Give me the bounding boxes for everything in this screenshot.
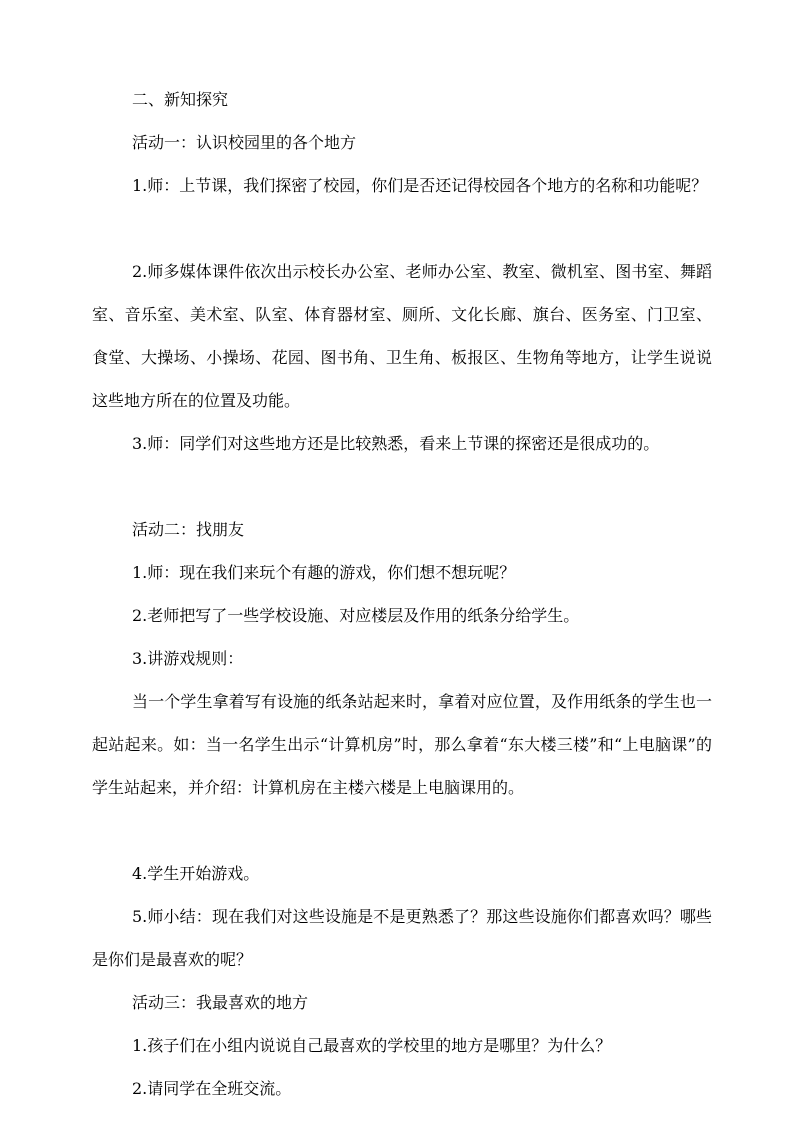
activity-2-paragraph-6: 5.师小结：现在我们对这些设施是不是更熟悉了？那这些设施你们都喜欢吗？哪些是你们是最喜欢的呢？: [92, 907, 712, 969]
activity-2-title: 活动二：找朋友: [132, 520, 245, 539]
activity-3-paragraph-2: 2.请同学在全班交流。: [132, 1079, 292, 1098]
section-title: 二、新知探究: [132, 90, 229, 109]
activity-2-paragraph-4: 当一个学生拿着写有设施的纸条站起来时，拿着对应位置，及作用纸条的学生也一起站起来。如：当一名学生出示“计算机房”时，那么拿着“东大楼三楼”和“上电脑课”的学生站起来，并介绍：计算机房在主楼六楼是上电脑课用的。: [92, 692, 712, 797]
activity-3-paragraph-1: 1.孩子们在小组内说说自己最喜欢的学校里的地方是哪里？为什么？: [132, 1036, 612, 1055]
activity-2-paragraph-3: 3.讲游戏规则：: [132, 649, 244, 668]
activity-1-paragraph-2: 2.师多媒体课件依次出示校长办公室、老师办公室、教室、微机室、图书室、舞蹈室、音乐室、美术室、队室、体育器材室、厕所、文化长廊、旗台、医务室、门卫室、食堂、大操场、小操场、花园、图书角、卫生角、板报区、生物角等地方，让学生说说这些地方所在的位置及功能。: [92, 262, 712, 410]
activity-2-paragraph-1: 1.师：现在我们来玩个有趣的游戏，你们想不想玩呢？: [132, 563, 516, 582]
activity-1-title: 活动一：认识校园里的各个地方: [132, 133, 357, 152]
activity-3-title: 活动三：我最喜欢的地方: [132, 993, 309, 1012]
activity-2-paragraph-2: 2.老师把写了一些学校设施、对应楼层及作用的纸条分给学生。: [132, 606, 580, 625]
activity-1-paragraph-3: 3.师：同学们对这些地方还是比较熟悉，看来上节课的探密还是很成功的。: [132, 434, 660, 453]
activity-1-paragraph-1: 1.师：上节课，我们探密了校园，你们是否还记得校园各个地方的名称和功能呢？: [132, 176, 708, 195]
activity-2-paragraph-5: 4.学生开始游戏。: [132, 864, 260, 883]
